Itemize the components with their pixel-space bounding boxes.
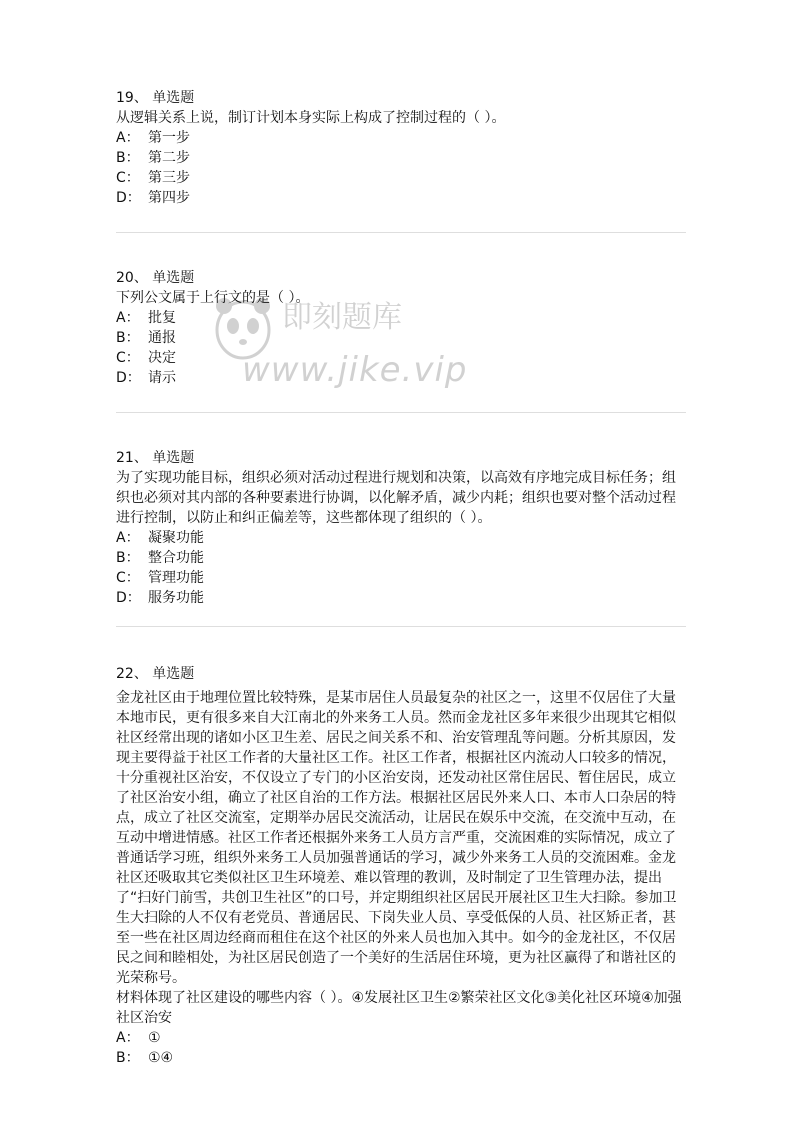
question-19 <box>116 88 686 208</box>
option-a[interactable] <box>116 528 686 548</box>
option-a[interactable] <box>116 308 686 328</box>
option-letter: A： <box>116 530 140 546</box>
option-letter: A： <box>116 310 140 326</box>
option-b[interactable] <box>116 328 686 348</box>
option-letter: D： <box>116 590 141 606</box>
option-letter: B： <box>116 330 140 346</box>
watermark-url: www.jike.vip <box>242 350 468 390</box>
option-letter: B： <box>116 150 140 166</box>
option-letter: A： <box>116 1030 140 1046</box>
option-text: ① <box>148 1030 161 1046</box>
option-d[interactable] <box>116 188 686 208</box>
option-c[interactable] <box>116 568 686 588</box>
option-b[interactable] <box>116 148 686 168</box>
option-b[interactable] <box>116 548 686 568</box>
option-text: 凝聚功能 <box>148 530 204 546</box>
question-22 <box>116 664 686 1068</box>
watermark-brand: 即刻题库 <box>282 300 402 335</box>
option-c[interactable] <box>116 168 686 188</box>
question-stem: 为了实现功能目标，组织必须对活动过程进行规划和决策，以高效有序地完成目标任务；组织也必须对其内部的各种要素进行协调，以化解矛盾，减少内耗；组织也要对整个活动过程进行控制，以防止和纠正偏差等，这些都体现了组织的（ ）。 <box>116 470 676 526</box>
question-stem: 下列公文属于上行文的是（ ）。 <box>116 290 310 306</box>
option-letter: C： <box>116 170 140 186</box>
option-d[interactable] <box>116 588 686 608</box>
option-text: 批复 <box>148 310 176 326</box>
option-c[interactable] <box>116 348 686 368</box>
option-text: 请示 <box>148 370 176 386</box>
option-a[interactable] <box>116 128 686 148</box>
question-21 <box>116 448 686 608</box>
question-stem: 金龙社区由于地理位置比较特殊，是某市居住人员最复杂的社区之一，这里不仅居住了大量本地市民，更有很多来自大江南北的外来务工人员。然而金龙社区多年来很少出现其它相似社区经常出现的诸如小区卫生差、居民之间关系不和、治安管理乱等问题。分析其原因，发现主要得益于社区工作者的大量社区工作。社区工作者，根据社区内流动人口较多的情况，十分重视社区治安，不仅设立了专门的小区治安岗，还发动社区常住居民、暂住居民，成立了社区治安小组，确立了社区自治的工作方法。根据社区居民外来人口、本市人口杂居的特点，成立了社区交流室，定期举办居民交流活动，让居民在娱乐中交流，在交流中互动，在互动中增进情感。社区工作者还根据外来务工人员方言严重，交流困难的实际情况，成立了普通话学习班，组织外来务工人员加强普通话的学习，减少外来务工人员的交流困难。金龙社区还吸取其它类似社区卫生环境差、难以管理的教训，及时制定了卫生管理办法，提出了“扫好门前雪，共创卫生社区”的口号，并定期组织社区居民开展社区卫生大扫除。参加卫生大扫除的人不仅有老党员、普通居民、下岗失业人员、享受低保的人员、社区矫正者，甚至一些在社区周边经商而租住在这个社区的外来人员也加入其中。如今的金龙社区，不仅居民之间和睦相处，为社区居民创造了一个美好的生活居住环境，更为社区赢得了和谐社区的光荣称号。 <box>116 690 677 986</box>
option-a[interactable] <box>116 1028 686 1048</box>
option-text: 第二步 <box>148 150 190 166</box>
question-20 <box>116 268 686 388</box>
question-header: 20、 单选题 <box>116 270 195 286</box>
question-prompt: 材料体现了社区建设的哪些内容（ ）。④发展社区卫生②繁荣社区文化③美化社区环境④加强社区治安 <box>116 990 682 1026</box>
option-letter: B： <box>116 550 140 566</box>
question-stem: 从逻辑关系上说，制订计划本身实际上构成了控制过程的（ ）。 <box>116 110 506 126</box>
option-letter: D： <box>116 370 141 386</box>
option-text: 通报 <box>148 330 176 346</box>
option-text: ①④ <box>148 1050 174 1066</box>
question-header: 22、 单选题 <box>116 666 195 682</box>
option-text: 整合功能 <box>148 550 204 566</box>
question-header: 21、 单选题 <box>116 450 195 466</box>
option-letter: B： <box>116 1050 140 1066</box>
option-text: 第四步 <box>148 190 190 206</box>
option-text: 管理功能 <box>148 570 204 586</box>
option-letter: A： <box>116 130 140 146</box>
option-letter: C： <box>116 350 140 366</box>
option-text: 第三步 <box>148 170 190 186</box>
option-text: 第一步 <box>148 130 190 146</box>
option-text: 决定 <box>148 350 176 366</box>
question-divider <box>116 626 686 627</box>
question-divider <box>116 412 686 413</box>
option-b[interactable] <box>116 1048 686 1068</box>
option-d[interactable] <box>116 368 686 388</box>
question-header: 19、 单选题 <box>116 90 195 106</box>
option-letter: C： <box>116 570 140 586</box>
option-text: 服务功能 <box>148 590 204 606</box>
option-letter: D： <box>116 190 141 206</box>
question-divider <box>116 232 686 233</box>
